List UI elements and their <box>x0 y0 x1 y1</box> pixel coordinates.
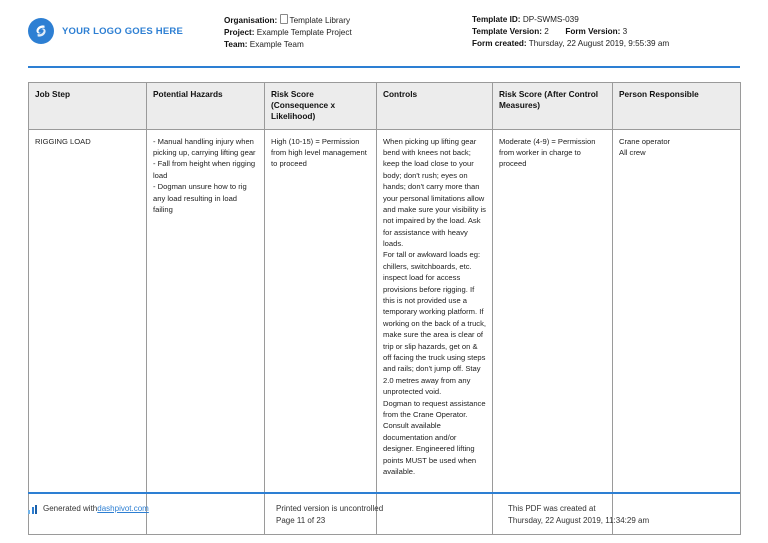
cell-controls <box>377 129 493 534</box>
header-meta-left <box>224 14 472 51</box>
printed-version-text: Printed version is uncontrolled <box>276 504 384 513</box>
column-header-job-step: Job Step <box>29 83 147 130</box>
meta-team-label: Team: <box>224 39 248 49</box>
bar-chart-icon <box>28 505 38 514</box>
job-step-text: RIGGING LOAD <box>35 136 91 146</box>
footer-print-info <box>276 503 508 527</box>
logo-text: YOUR LOGO GOES HERE <box>62 25 183 37</box>
control-paragraph: When picking up lifting gear bend with knees not back; keep the load close to your body; don't rush; eyes on hands; don't carry more than your personal limitations allow and make sure your visibility is not impaired by the load. Ask for assistance with heavy loads. <box>383 136 486 249</box>
meta-form-created-value: Thursday, 22 August 2019, 9:55:39 am <box>528 38 670 48</box>
cell-risk-score-after <box>493 129 613 534</box>
footer-created-info <box>508 503 740 527</box>
cell-risk-score-before <box>265 129 377 534</box>
column-header-risk-score-after: Risk Score (After Control Measures) <box>493 83 613 130</box>
header-divider <box>28 66 740 68</box>
meta-organisation-label: Organisation: <box>224 16 278 25</box>
risk-score-after-text: Moderate (4-9) = Permission from worker in charge to proceed <box>499 136 596 169</box>
document-icon <box>280 14 288 24</box>
meta-project <box>224 27 472 39</box>
swms-table-wrapper <box>28 82 740 535</box>
meta-template-version-value: 2 <box>544 26 549 36</box>
cell-potential-hazards <box>147 129 265 534</box>
hazard-item: - Manual handling injury when picking up, carrying lifting gear <box>153 136 256 157</box>
person-responsible-item: All crew <box>619 147 646 157</box>
meta-organisation <box>224 14 472 27</box>
meta-template-id <box>472 14 740 26</box>
table-row <box>29 129 741 534</box>
meta-team-value: Example Team <box>249 39 304 49</box>
meta-team <box>224 39 472 51</box>
meta-project-value: Example Template Project <box>256 27 352 37</box>
meta-template-version-label: Template Version: <box>472 26 542 36</box>
column-header-person-responsible: Person Responsible <box>613 83 741 130</box>
meta-template-id-label: Template ID: <box>472 15 521 24</box>
company-logo-icon <box>28 18 54 44</box>
control-paragraph: For tall or awkward loads eg: chillers, switchboards, etc. inspect load for access provisions before rigging. If this is not provided use a temporary working platform. If working on the back of a truck, make sure the area is clear of trip or slip hazards, get on & off facing the truck using steps and rails; don't jump off. Stay 2.0 metres away from any unprotected void. <box>383 250 486 397</box>
generated-with-label: Generated with <box>43 504 98 513</box>
risk-score-before-text: High (10-15) = Permission from high level management to proceed <box>271 136 367 169</box>
meta-form-version-value: 3 <box>622 26 628 36</box>
document-header <box>28 0 740 60</box>
column-header-risk-score-before: Risk Score (Consequence x Likelihood) <box>265 83 377 130</box>
meta-form-created <box>472 38 740 50</box>
page-number-text: Page 11 of 23 <box>276 516 326 525</box>
meta-project-label: Project: <box>224 27 255 37</box>
pdf-created-timestamp: Thursday, 22 August 2019, 11:34:29 am <box>508 516 650 525</box>
footer-divider <box>28 492 740 494</box>
meta-versions <box>472 26 740 38</box>
meta-organisation-value: Template Library <box>289 16 351 25</box>
table-header-row <box>29 83 741 130</box>
document-footer <box>28 492 740 527</box>
cell-job-step <box>29 129 147 534</box>
column-header-potential-hazards: Potential Hazards <box>147 83 265 130</box>
pdf-created-label: This PDF was created at <box>508 504 596 513</box>
column-header-controls: Controls <box>377 83 493 130</box>
person-responsible-item: Crane operator <box>619 136 671 146</box>
hazard-item: - Dogman unsure how to rig any load resulting in load failing <box>153 182 247 214</box>
swms-table <box>28 82 741 535</box>
meta-template-id-value: DP-SWMS-039 <box>522 15 579 24</box>
header-meta-right <box>472 14 740 50</box>
meta-form-version-label: Form Version: <box>565 26 621 36</box>
logo-block <box>28 14 224 44</box>
hazard-item: - Fall from height when rigging load <box>153 159 256 180</box>
dashpivot-link[interactable]: dashpivot.com <box>97 504 149 513</box>
cell-person-responsible <box>613 129 741 534</box>
footer-generated-with <box>28 503 276 515</box>
meta-form-created-label: Form created: <box>472 38 527 48</box>
control-paragraph: Dogman to request assistance from the Crane Operator. Consult available documentation and/or designer. Engineered lifting points MUST be used when available. <box>383 398 486 476</box>
